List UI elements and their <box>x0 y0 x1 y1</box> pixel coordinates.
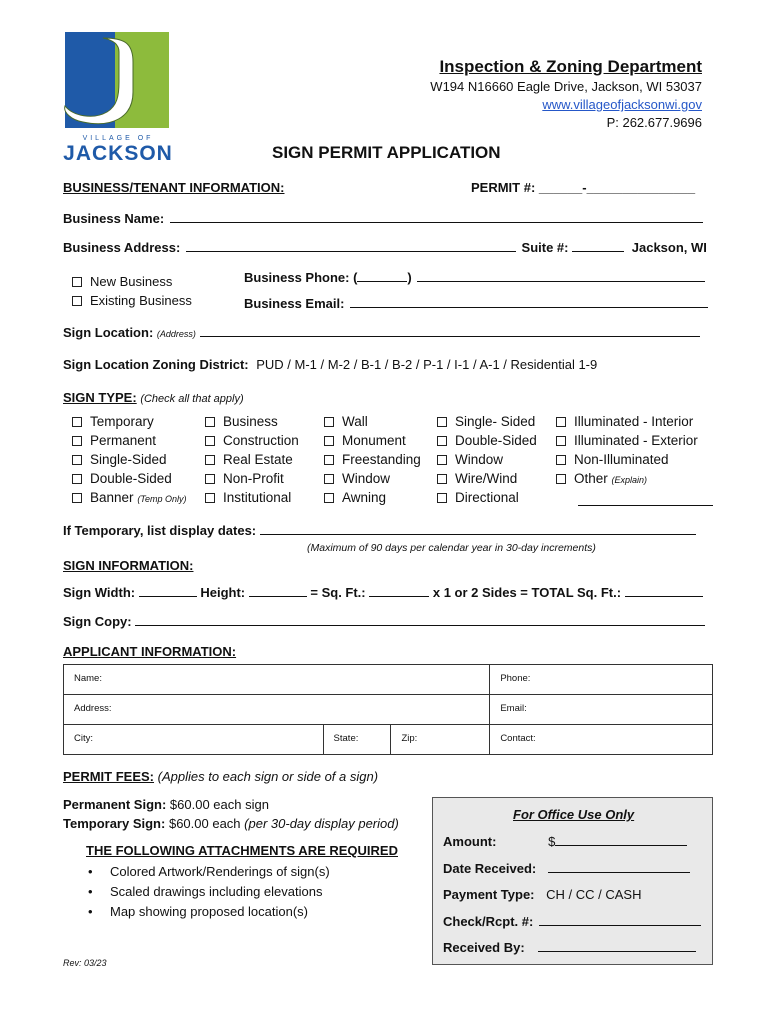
checkbox[interactable] <box>556 436 566 446</box>
option-label: Window <box>455 452 504 467</box>
zoning-district-row <box>63 357 597 372</box>
business-name-label: Business Name: <box>63 211 165 226</box>
checkbox[interactable] <box>205 455 215 465</box>
option-label: Illuminated - Exterior <box>574 433 698 448</box>
new-business-checkbox[interactable] <box>72 277 82 287</box>
checkbox[interactable] <box>72 474 82 484</box>
sqft-field[interactable] <box>369 585 429 597</box>
page-title: SIGN PERMIT APPLICATION <box>272 143 501 162</box>
sign-type-option[interactable] <box>205 412 299 431</box>
checkbox[interactable] <box>556 474 566 484</box>
applicant-table <box>63 664 713 755</box>
option-label: Single-Sided <box>90 452 167 467</box>
option-label: Banner <box>90 490 134 505</box>
sign-type-option[interactable] <box>437 450 537 469</box>
sign-type-option[interactable] <box>324 450 421 469</box>
checkbox[interactable] <box>324 455 334 465</box>
applicant-city-cell[interactable]: City: <box>64 725 324 755</box>
office-date-field[interactable] <box>548 861 690 873</box>
office-date-row <box>443 861 690 876</box>
attachment-item: • Map showing proposed location(s) <box>86 902 330 922</box>
business-name-row <box>63 211 703 226</box>
applicant-zip-cell[interactable]: Zip: <box>391 725 490 755</box>
logo-wordmark <box>63 134 173 165</box>
sign-type-option[interactable] <box>324 412 421 431</box>
sign-copy-label: Sign Copy: <box>63 614 132 629</box>
sign-type-option[interactable] <box>437 488 537 507</box>
checkbox[interactable] <box>72 436 82 446</box>
checkbox[interactable] <box>72 493 82 503</box>
option-label: Double-Sided <box>90 471 172 486</box>
sign-type-option[interactable] <box>205 469 299 488</box>
business-section-label: BUSINESS/TENANT INFORMATION: <box>63 180 285 195</box>
checkbox[interactable] <box>556 455 566 465</box>
office-payment-label: Payment Type: <box>443 887 535 902</box>
option-label: Non-Illuminated <box>574 452 669 467</box>
office-amount-prefix: $ <box>548 834 556 849</box>
sign-type-option[interactable] <box>205 450 299 469</box>
sign-type-column-1 <box>72 412 187 509</box>
temporary-fee-value: $60.00 each <box>168 816 241 831</box>
business-address-field[interactable] <box>186 240 516 252</box>
office-check-row <box>443 914 701 929</box>
temporary-fee-label: Temporary Sign: <box>63 816 166 831</box>
sign-location-field[interactable] <box>200 325 700 337</box>
office-payment-row <box>443 887 641 902</box>
sign-location-label: Sign Location: <box>63 325 154 340</box>
option-label: Institutional <box>223 490 292 505</box>
office-date-label: Date Received: <box>443 861 537 876</box>
applicant-phone-cell[interactable]: Phone: <box>490 665 713 695</box>
option-label: Awning <box>342 490 387 505</box>
sign-type-option[interactable] <box>556 431 713 450</box>
checkbox[interactable] <box>324 493 334 503</box>
other-explain-field[interactable] <box>578 494 713 506</box>
office-use-box <box>432 797 713 965</box>
office-amount-field[interactable] <box>555 834 687 846</box>
attachments-heading: THE FOLLOWING ATTACHMENTS ARE REQUIRED <box>86 843 398 858</box>
checkbox[interactable] <box>72 417 82 427</box>
applicant-name-cell[interactable]: Name: <box>64 665 490 695</box>
department-phone: P: 262.677.9696 <box>606 115 702 130</box>
sign-type-option[interactable] <box>437 431 537 450</box>
business-address-label: Business Address: <box>63 240 181 255</box>
attachment-item: • Colored Artwork/Renderings of sign(s) <box>86 862 330 882</box>
business-phone-paren: ) <box>407 270 412 285</box>
option-label: Business <box>223 414 278 429</box>
option-label: Wall <box>342 414 368 429</box>
logo-village-of: VILLAGE OF <box>82 135 154 142</box>
sign-type-option[interactable] <box>556 450 713 469</box>
checkbox[interactable] <box>205 417 215 427</box>
sign-type-option[interactable] <box>556 412 713 431</box>
other-note: (Explain) <box>611 475 648 485</box>
checkbox[interactable] <box>437 436 447 446</box>
business-name-field[interactable] <box>170 211 703 223</box>
total-sqft-label: x 1 or 2 Sides = TOTAL Sq. Ft.: <box>432 585 622 600</box>
sqft-label: = Sq. Ft.: <box>310 585 366 600</box>
sign-type-option[interactable] <box>324 469 421 488</box>
sign-type-option[interactable] <box>437 469 537 488</box>
business-phone-row <box>244 270 705 285</box>
office-payment-values[interactable]: CH / CC / CASH <box>546 887 642 902</box>
office-received-label: Received By: <box>443 940 525 955</box>
option-label: Non-Profit <box>223 471 284 486</box>
business-address-row <box>63 240 707 255</box>
checkbox[interactable] <box>437 417 447 427</box>
office-received-row <box>443 940 696 955</box>
applicant-state-cell[interactable]: State: <box>323 725 391 755</box>
sign-location-row <box>63 325 700 340</box>
business-email-field[interactable] <box>350 296 708 308</box>
existing-business-option[interactable] <box>72 293 192 308</box>
department-header <box>430 56 702 132</box>
permanent-fee-label: Permanent Sign: <box>63 797 167 812</box>
applicant-address-cell[interactable]: Address: <box>64 695 490 725</box>
checkbox[interactable] <box>437 455 447 465</box>
business-city: Jackson, WI <box>631 240 707 255</box>
option-label: Illuminated - Interior <box>574 414 694 429</box>
office-check-field[interactable] <box>539 914 701 926</box>
office-use-title: For Office Use Only <box>513 807 635 822</box>
sign-type-option[interactable] <box>324 431 421 450</box>
sign-height-label: Height: <box>200 585 246 600</box>
website-link[interactable]: www.villageofjacksonwi.gov <box>542 97 702 112</box>
sign-type-column-5 <box>556 412 713 511</box>
new-business-option[interactable] <box>72 274 172 289</box>
banner-note: (Temp Only) <box>137 494 187 504</box>
option-label: Wire/Wind <box>455 471 518 486</box>
sign-type-option[interactable] <box>437 412 537 431</box>
option-label: Real Estate <box>223 452 293 467</box>
temporary-dates-note: (Maximum of 90 days per calendar year in 30-day increments) <box>307 542 596 554</box>
permit-fees-hint: (Applies to each sign or side of a sign) <box>157 769 379 784</box>
business-email-label: Business Email: <box>244 296 345 311</box>
sign-type-option[interactable] <box>72 431 187 450</box>
office-check-label: Check/Rcpt. #: <box>443 914 534 929</box>
permanent-fee-value: $60.00 each sign <box>169 797 269 812</box>
temporary-dates-field[interactable] <box>260 523 696 535</box>
sign-type-option[interactable] <box>72 488 187 509</box>
total-sqft-field[interactable] <box>625 585 703 597</box>
checkbox[interactable] <box>324 436 334 446</box>
checkbox[interactable] <box>205 493 215 503</box>
option-label: Permanent <box>90 433 157 448</box>
office-amount-label: Amount: <box>443 834 497 849</box>
sign-type-label: SIGN TYPE: <box>63 390 137 405</box>
village-logo <box>63 32 171 128</box>
option-label: Single- Sided <box>455 414 536 429</box>
office-received-field[interactable] <box>538 940 696 952</box>
checkbox[interactable] <box>556 417 566 427</box>
option-label: Temporary <box>90 414 154 429</box>
sign-type-column-3 <box>324 412 421 507</box>
office-amount-row <box>443 834 687 849</box>
option-label: Monument <box>342 433 406 448</box>
revision-label: Rev: 03/23 <box>63 958 107 968</box>
business-phone-area-field[interactable] <box>357 270 407 282</box>
temporary-dates-row <box>63 523 696 538</box>
new-business-label: New Business <box>90 274 173 289</box>
sign-height-field[interactable] <box>249 585 307 597</box>
sign-info-label: SIGN INFORMATION: <box>63 558 194 573</box>
checkbox[interactable] <box>324 417 334 427</box>
temporary-dates-label: If Temporary, list display dates: <box>63 523 257 538</box>
checkbox[interactable] <box>437 474 447 484</box>
business-phone-field[interactable] <box>417 270 705 282</box>
applicant-info-label: APPLICANT INFORMATION: <box>63 644 237 659</box>
sign-type-column-4 <box>437 412 537 507</box>
permit-fees-row <box>63 769 378 784</box>
option-label: Other <box>574 471 608 486</box>
sign-width-label: Sign Width: <box>63 585 136 600</box>
option-label: Window <box>342 471 391 486</box>
option-label: Directional <box>455 490 519 505</box>
checkbox[interactable] <box>205 436 215 446</box>
applicant-email-cell[interactable]: Email: <box>490 695 713 725</box>
logo-name: JACKSON <box>63 142 173 165</box>
sign-width-field[interactable] <box>139 585 197 597</box>
department-address: W194 N16660 Eagle Drive, Jackson, WI 53037 <box>430 79 702 94</box>
sign-type-header <box>63 390 244 405</box>
temporary-fee-row <box>63 816 399 831</box>
checkbox[interactable] <box>205 474 215 484</box>
existing-business-label: Existing Business <box>90 293 192 308</box>
sign-type-column-2 <box>205 412 299 507</box>
permit-fees-label: PERMIT FEES: <box>63 769 155 784</box>
sign-type-option[interactable] <box>205 488 299 507</box>
zoning-district-values[interactable]: PUD / M-1 / M-2 / B-1 / B-2 / P-1 / I-1 / A-1 / Residential 1-9 <box>256 357 598 372</box>
sign-type-option[interactable] <box>324 488 421 507</box>
option-label: Freestanding <box>342 452 421 467</box>
sign-type-option[interactable] <box>556 469 713 490</box>
sign-type-option[interactable] <box>205 431 299 450</box>
option-label: Double-Sided <box>455 433 537 448</box>
permit-number-label: PERMIT #: ______-_______________ <box>471 180 696 195</box>
checkbox[interactable] <box>72 455 82 465</box>
sign-copy-row <box>63 614 705 629</box>
sign-type-option[interactable] <box>72 412 187 431</box>
checkbox[interactable] <box>324 474 334 484</box>
zoning-district-label: Sign Location Zoning District: <box>63 357 249 372</box>
sign-dimensions-row <box>63 585 703 600</box>
department-name: Inspection & Zoning Department <box>439 57 702 76</box>
applicant-contact-cell[interactable]: Contact: <box>490 725 713 755</box>
existing-business-checkbox[interactable] <box>72 296 82 306</box>
suite-field[interactable] <box>572 240 624 252</box>
sign-copy-field[interactable] <box>135 614 705 626</box>
sign-type-option[interactable] <box>72 450 187 469</box>
sign-location-hint: (Address) <box>156 329 196 339</box>
attachment-item: • Scaled drawings including elevations <box>86 882 330 902</box>
business-email-row <box>244 296 708 311</box>
checkbox[interactable] <box>437 493 447 503</box>
temporary-fee-note: (per 30-day display period) <box>244 816 399 831</box>
sign-type-option[interactable] <box>72 469 187 488</box>
attachments-list <box>86 862 330 922</box>
sign-type-hint: (Check all that apply) <box>140 393 244 405</box>
business-phone-label: Business Phone: ( <box>244 270 358 285</box>
suite-label: Suite #: <box>521 240 569 255</box>
option-label: Construction <box>223 433 299 448</box>
permanent-fee-row <box>63 797 269 812</box>
